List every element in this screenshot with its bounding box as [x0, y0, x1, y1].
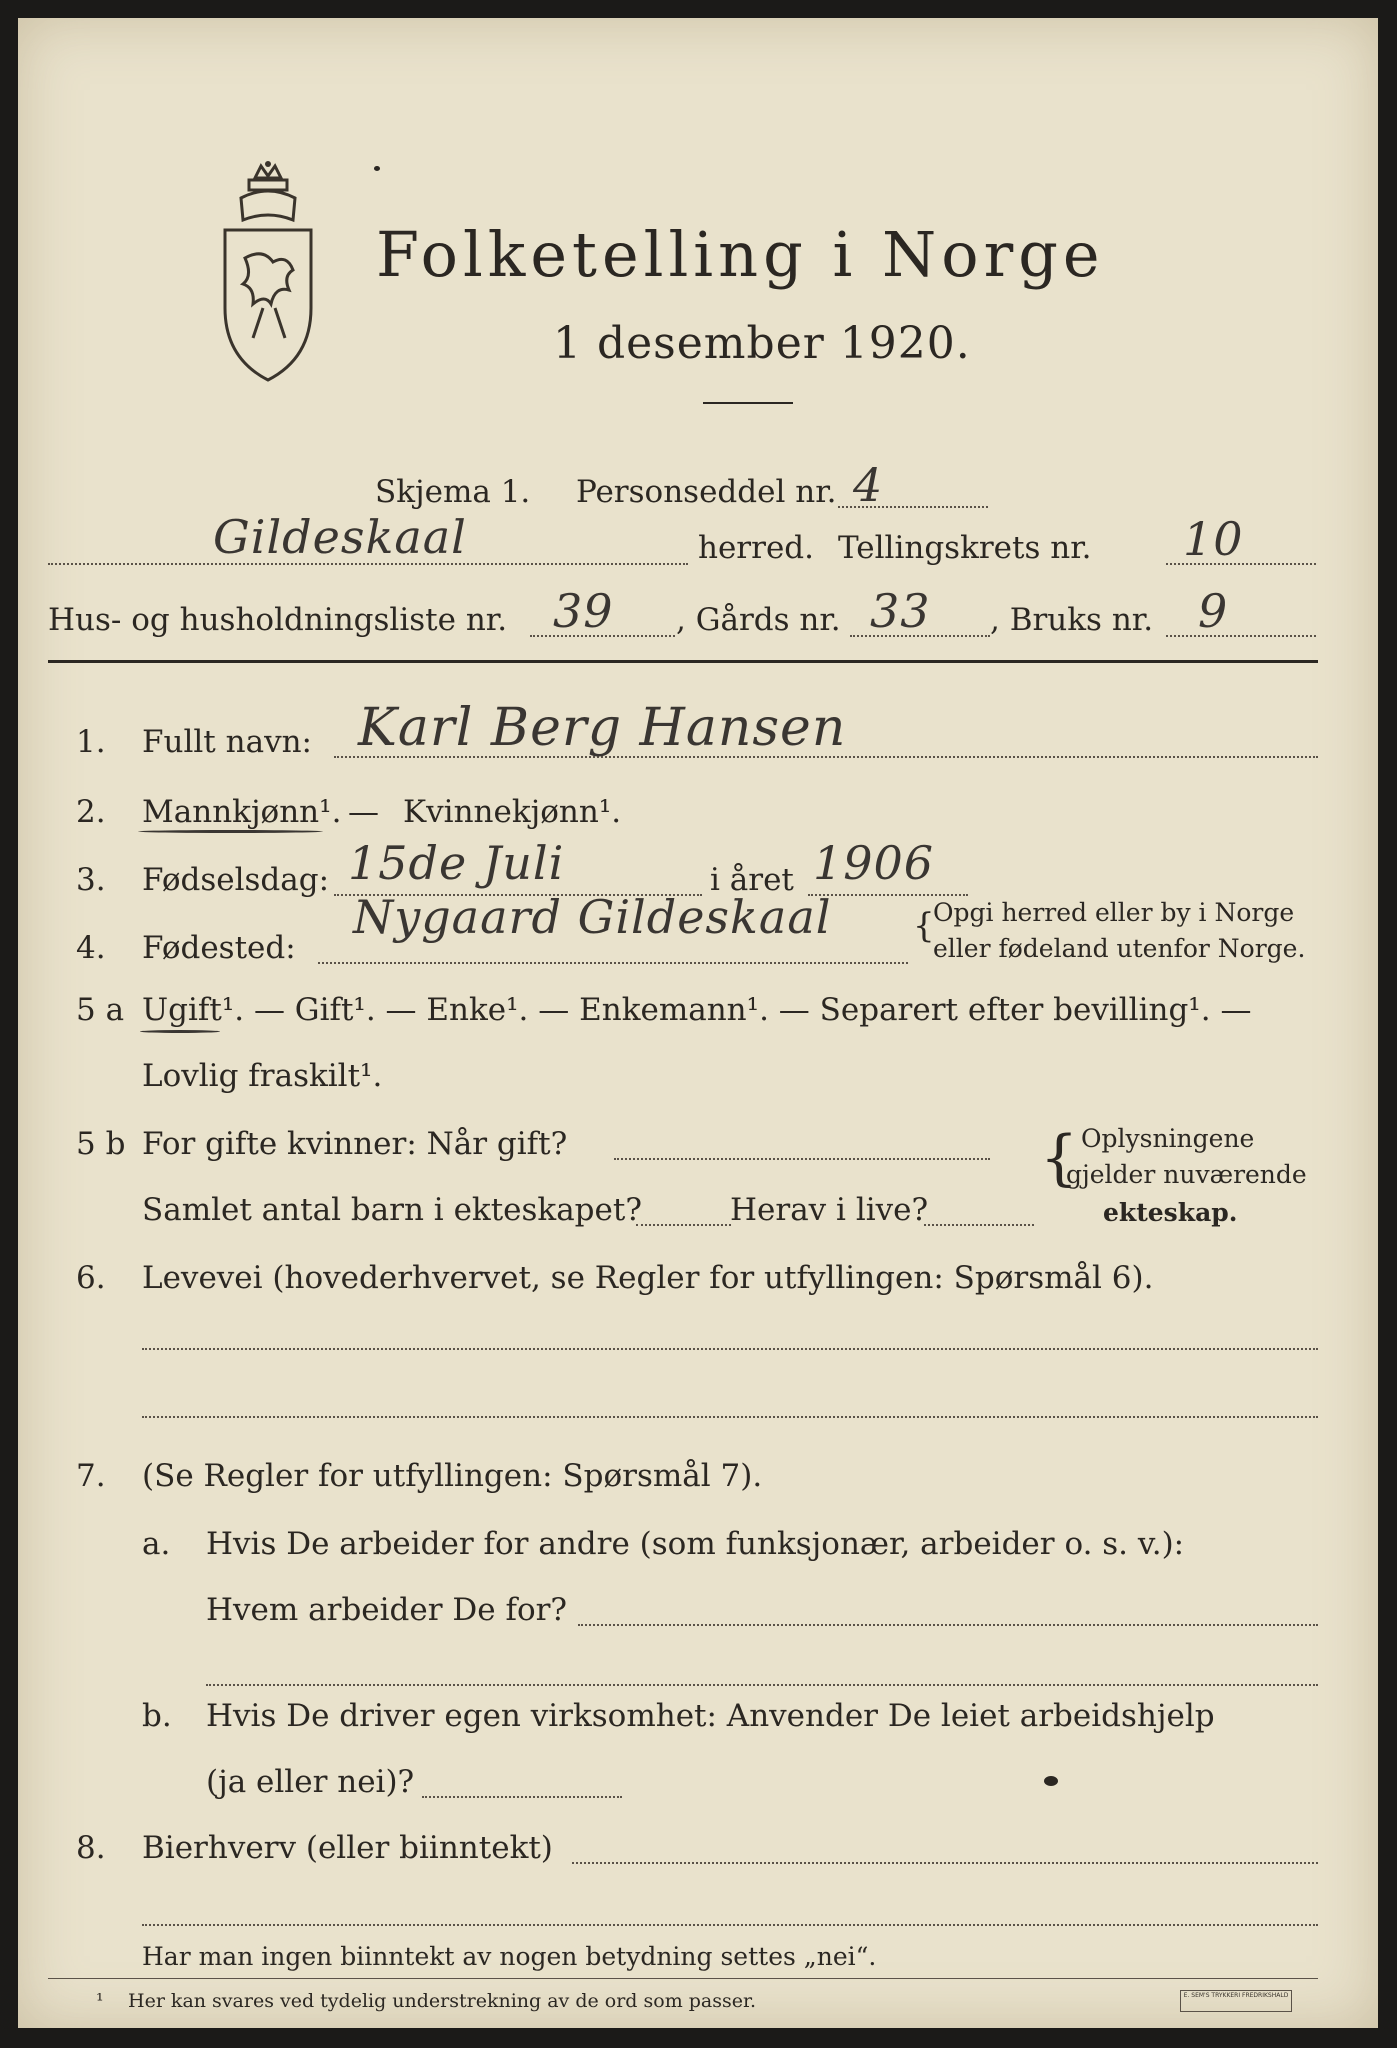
- q1-value: Karl Berg Hansen: [358, 698, 847, 758]
- q6-line-1: [142, 1348, 1318, 1350]
- coat-of-arms-icon: [213, 158, 323, 383]
- q7b-line: [422, 1796, 622, 1798]
- q5b-note-1: Oplysningene: [1081, 1124, 1255, 1153]
- q4-value: Nygaard Gildeskaal: [353, 890, 832, 944]
- header-rule: [48, 660, 1318, 663]
- skjema-label: Skjema 1.: [375, 474, 531, 510]
- q5b-children-label: Samlet antal barn i ekteskapet?: [142, 1192, 642, 1228]
- personseddel-label: Personseddel nr.: [576, 474, 837, 510]
- hus-label: Hus- og husholdningsliste nr.: [48, 602, 508, 638]
- q7b-line2: (ja eller nei)?: [206, 1764, 415, 1800]
- q1-label: Fullt navn:: [142, 724, 312, 760]
- bruks-line: [1166, 635, 1316, 637]
- q7a-line-extra: [206, 1684, 1318, 1686]
- q4-note-1: Opgi herred eller by i Norge: [933, 898, 1295, 927]
- q3-value: 15de Juli: [348, 836, 565, 890]
- q4-label: Fødested:: [142, 930, 296, 966]
- q3-year-value: 1906: [813, 836, 935, 890]
- bruks-label: , Bruks nr.: [990, 602, 1154, 638]
- q3-year-label: i året: [710, 862, 794, 898]
- q8-line: [572, 1862, 1318, 1864]
- q5a-ugift-underline: [140, 1030, 220, 1033]
- q8-number: 8.: [76, 1830, 106, 1866]
- footer-note: Har man ingen biinntekt av nogen betydning settes „nei“.: [142, 1942, 877, 1971]
- q5a-number: 5 a: [76, 992, 125, 1028]
- q4-number: 4.: [76, 930, 106, 966]
- q7a-letter: a.: [142, 1526, 171, 1562]
- form-title: Folketelling i Norge: [376, 218, 1105, 291]
- q6-number: 6.: [76, 1260, 106, 1296]
- q4-brace-icon: {: [913, 906, 935, 946]
- q5b-line1: For gifte kvinner: Når gift?: [142, 1126, 568, 1162]
- q6-label: Levevei (hovederhvervet, se Regler for utfyllingen: Spørsmål 6).: [142, 1260, 1154, 1296]
- title-divider: [703, 402, 793, 404]
- q3-label: Fødselsdag:: [142, 862, 330, 898]
- bruks-value: 9: [1198, 584, 1229, 638]
- gards-label: , Gårds nr.: [676, 602, 841, 638]
- q5b-alive-line: [924, 1224, 1034, 1226]
- q8-line-2: [142, 1924, 1318, 1926]
- q4-note-2: eller fødeland utenfor Norge.: [933, 934, 1306, 963]
- herred-label: herred.: [698, 530, 814, 566]
- personseddel-value: 4: [853, 458, 884, 512]
- q8-label: Bierhverv (eller biinntekt): [142, 1830, 553, 1866]
- q2-number: 2.: [76, 794, 106, 830]
- footnote-mark: ¹: [96, 1990, 104, 2012]
- form-subtitle: 1 desember 1920.: [553, 318, 971, 369]
- q7a-line: [578, 1624, 1318, 1626]
- tellingskrets-label: Tellingskrets nr.: [838, 530, 1092, 566]
- q5b-brace-icon: {: [1040, 1123, 1079, 1193]
- q2-separator: —: [348, 794, 379, 830]
- q7b-letter: b.: [142, 1698, 172, 1734]
- q3-year-line: [808, 894, 968, 896]
- q5b-note-3: ekteskap.: [1103, 1198, 1238, 1227]
- q5b-note-2: gjelder nuværende: [1066, 1160, 1307, 1189]
- footnote-text: Her kan svares ved tydelig understrekning av de ord som passer.: [128, 1990, 757, 2012]
- q4-line: [318, 962, 908, 964]
- q7-number: 7.: [76, 1458, 106, 1494]
- q2-male: Mannkjønn¹.: [142, 794, 342, 830]
- ink-speck: [1044, 1776, 1058, 1786]
- tellingskrets-value: 10: [1183, 512, 1244, 566]
- gards-value: 33: [870, 584, 931, 638]
- q7a-line1: Hvis De arbeider for andre (som funksjonær, arbeider o. s. v.):: [206, 1526, 1185, 1562]
- q5a-line1: Ugift¹. — Gift¹. — Enke¹. — Enkemann¹. — Separert efter bevilling¹. —: [142, 992, 1252, 1028]
- q5b-number: 5 b: [76, 1126, 126, 1162]
- q3-number: 3.: [76, 862, 106, 898]
- q5b-alive-label: Herav i live?: [730, 1192, 929, 1228]
- q7-label: (Se Regler for utfyllingen: Spørsmål 7).: [142, 1458, 763, 1494]
- q7a-line2: Hvem arbeider De for?: [206, 1592, 568, 1628]
- ink-speck: [374, 166, 380, 171]
- q5a-line2: Lovlig fraskilt¹.: [142, 1058, 383, 1094]
- q7b-line1: Hvis De driver egen virksomhet: Anvender De leiet arbeidshjelp: [206, 1698, 1215, 1734]
- census-form: [18, 18, 1378, 2028]
- q2-male-underline: [138, 830, 323, 833]
- q5b-children-line: [636, 1224, 731, 1226]
- footer-rule: [48, 1978, 1318, 1979]
- herred-value: Gildeskaal: [213, 510, 467, 564]
- q5b-when-line: [614, 1158, 990, 1160]
- printer-stamp: E. SEM'S TRYKKERI FREDRIKSHALD: [1180, 1990, 1292, 2012]
- q1-number: 1.: [76, 724, 106, 760]
- q6-line-2: [142, 1416, 1318, 1418]
- hus-value: 39: [553, 584, 614, 638]
- q2-female: Kvinnekjønn¹.: [403, 794, 622, 830]
